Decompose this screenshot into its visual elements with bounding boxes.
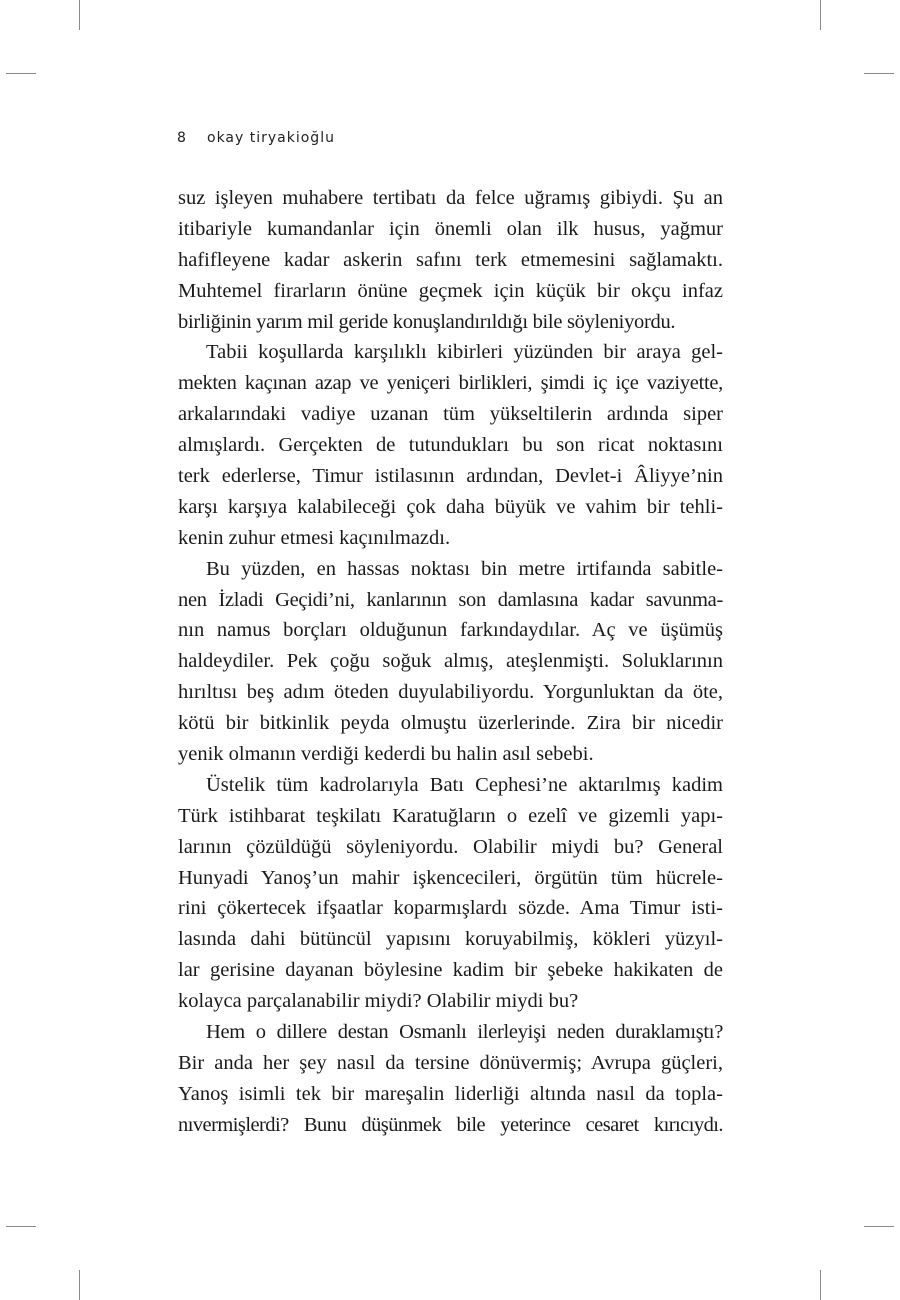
text-line: mekten kaçınan azap ve yeniçeri birlikleri, şimdi iç içe vaziyette, [178, 372, 723, 395]
text-line: nın namus borçları olduğunun farkındaydılar. Aç ve üşümüş [178, 619, 723, 642]
crop-mark-top-right-horizontal [864, 73, 894, 74]
text-line: yenik olmanın verdiği kederdi bu halin asıl sebebi. [178, 743, 594, 766]
paragraph [178, 554, 723, 770]
running-head-author: okay tiryakioğlu [207, 130, 335, 146]
text-line: Bu yüzden, en hassas noktası bin metre irtifaında sabitle- [206, 557, 723, 580]
crop-mark-top-left-vertical [79, 0, 80, 30]
text-line: kenin zuhur etmesi kaçınılmazdı. [178, 526, 451, 549]
crop-mark-bottom-left-vertical [79, 1270, 80, 1300]
text-line: Hunyadi Yanoş’un mahir işkencecileri, örgütün tüm hücrele- [178, 866, 723, 889]
crop-mark-bottom-left-horizontal [6, 1226, 36, 1227]
text-line: Bir anda her şey nasıl da tersine dönüvermiş; Avrupa güçleri, [178, 1051, 723, 1074]
text-line: arkalarındaki vadiye uzanan tüm yükseltilerin ardında siper [178, 403, 723, 426]
text-line: hırıltısı beş adım öteden duyulabiliyordu. Yorgunluktan da öte, [178, 681, 723, 704]
text-line: larının çözüldüğü söyleniyordu. Olabilir miydi bu? General [178, 835, 723, 858]
text-line: Tabii koşullarda karşılıklı kibirleri yüzünden bir araya gel- [206, 341, 723, 364]
text-line: nıvermişlerdi? Bunu düşünmek bile yeterince cesaret kırıcıydı. [178, 1113, 723, 1136]
paragraph [178, 1017, 723, 1141]
text-line: kolayca parçalanabilir miydi? Olabilir miydi bu? [178, 990, 579, 1013]
text-line: kötü bir bitkinlik peyda olmuştu üzerlerinde. Zira bir nicedir [178, 712, 723, 735]
running-head [177, 130, 335, 146]
text-line: itibariyle kumandanlar için önemli olan ilk husus, yağmur [178, 217, 723, 240]
paragraph [178, 770, 723, 1017]
text-line: suz işleyen muhabere tertibatı da felce uğramış gibiydi. Şu an [178, 187, 723, 209]
text-line: lar gerisine dayanan böylesine kadim bir şebeke hakikaten de [178, 959, 723, 982]
text-line: almışlardı. Gerçekten de tutundukları bu son ricat noktasını [178, 434, 723, 457]
text-line: karşı karşıya kalabileceği çok daha büyük ve vahim bir tehli- [178, 495, 723, 518]
crop-mark-bottom-right-horizontal [864, 1226, 894, 1227]
text-line: Yanoş isimli tek bir mareşalin liderliği altında nasıl da topla- [178, 1082, 723, 1105]
crop-mark-top-left-horizontal [6, 73, 36, 74]
text-line: nen İzladi Geçidi’ni, kanlarının son damlasına kadar savunma- [178, 588, 723, 611]
text-line: terk ederlerse, Timur istilasının ardından, Devlet-i Âliyye’nin [178, 465, 723, 488]
text-line: hafifleyene kadar askerin safını terk etmemesini sağlamaktı. [178, 248, 723, 271]
page-number: 8 [177, 130, 187, 146]
text-line: Hem o dillere destan Osmanlı ilerleyişi neden duraklamıştı? [206, 1021, 723, 1044]
paragraph [178, 337, 723, 553]
text-line: Muhtemel firarların önüne geçmek için küçük bir okçu infaz [178, 279, 723, 302]
text-line: haldeydiler. Pek çoğu soğuk almış, ateşlenmişti. Soluklarının [178, 650, 723, 673]
text-line: Türk istihbarat teşkilatı Karatuğların o ezelî ve gizemli yapı- [178, 804, 723, 827]
paragraph [178, 183, 723, 337]
text-line: Üstelik tüm kadrolarıyla Batı Cephesi’ne aktarılmış kadim [206, 773, 723, 796]
crop-mark-bottom-right-vertical [820, 1270, 821, 1300]
body-text [178, 183, 723, 1141]
crop-mark-top-right-vertical [820, 0, 821, 30]
text-line: lasında dahi bütüncül yapısını koruyabilmiş, kökleri yüzyıl- [178, 928, 723, 951]
text-line: birliğinin yarım mil geride konuşlandırıldığı bile söyleniyordu. [178, 310, 676, 333]
text-line: rini çökertecek ifşaatlar koparmışlardı sözde. Ama Timur isti- [178, 897, 723, 920]
